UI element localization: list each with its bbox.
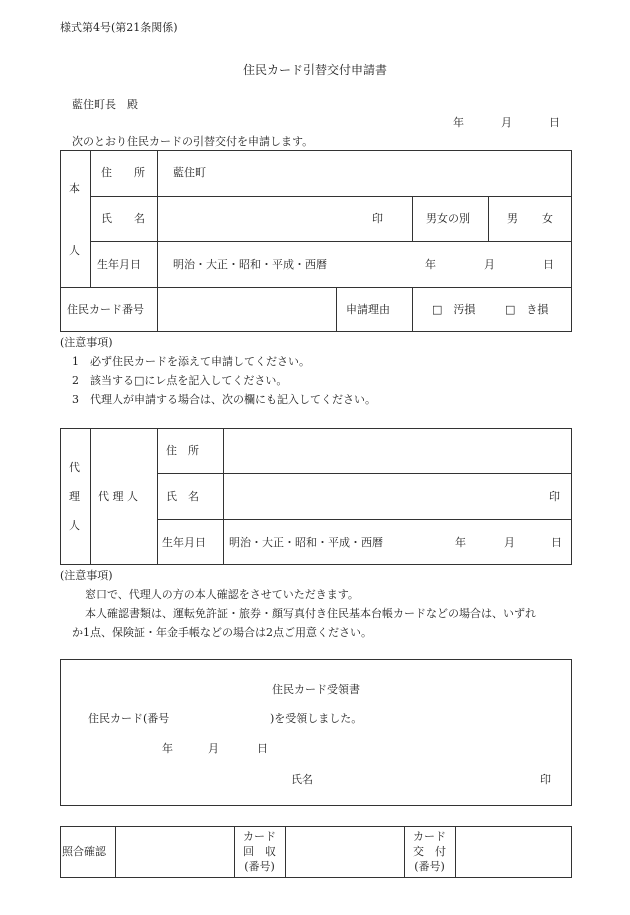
addressee: 藍住町長 殿	[72, 98, 138, 111]
issued-label	[404, 829, 455, 874]
gender-female[interactable]: 女	[542, 212, 553, 225]
header-year: 年	[453, 116, 464, 129]
agent-address-label: 住 所	[166, 444, 199, 457]
office-table	[60, 826, 572, 878]
check-label: 照合確認	[62, 845, 106, 858]
gender-male[interactable]: 男	[507, 212, 518, 225]
agent-birth-day: 日	[551, 536, 562, 549]
agent-label-1: 代	[69, 461, 80, 474]
notes2-line-3: か1点、保険証・年金手帳などの場合は2点ご用意ください。	[72, 626, 372, 639]
address-label: 住 所	[101, 166, 145, 179]
notes1-item-1: 1 必ず住民カードを添えて申請してください。	[72, 355, 310, 368]
agent-birth-year: 年	[455, 536, 466, 549]
issued-label-line-3: (番号)	[414, 860, 445, 873]
agent-birth-month: 月	[504, 536, 515, 549]
receipt-month: 月	[208, 742, 219, 755]
agent-seal: 印	[549, 490, 560, 503]
birth-day: 日	[543, 258, 554, 271]
header-day: 日	[549, 116, 560, 129]
receipt-text-right: )を受領しました。	[270, 712, 363, 725]
page-title-text: 住民カード引替交付申請書	[242, 63, 387, 77]
intro-text: 次のとおり住民カードの引替交付を申請します。	[72, 135, 314, 148]
collected-label-line-1: カード	[243, 830, 276, 843]
applicant-label-1: 本	[69, 182, 80, 195]
birth-month: 月	[484, 258, 495, 271]
birth-label: 生年月日	[97, 258, 141, 271]
notes2-line-1: 窓口で、代理人の方の本人確認をさせていただきます。	[85, 588, 359, 601]
agent-name-label: 氏 名	[166, 490, 199, 503]
card-number-label: 住民カード番号	[67, 303, 144, 316]
receipt-text-left: 住民カード(番号	[88, 712, 170, 725]
applicant-label-2: 人	[69, 244, 80, 257]
birth-eras: 明治・大正・昭和・平成・西暦	[173, 258, 327, 271]
collected-label-line-2: 回 収	[243, 845, 276, 858]
notes1-item-3: 3 代理人が申請する場合は、次の欄にも記入してください。	[72, 393, 376, 406]
agent-label-2: 理	[69, 490, 80, 503]
reason-label: 申請理由	[346, 303, 390, 316]
receipt-title-text: 住民カード受領書	[272, 683, 360, 696]
name-label: 氏 名	[101, 212, 145, 225]
agent-label-3: 人	[69, 519, 80, 532]
notes1-heading: (注意事項)	[60, 336, 113, 349]
receipt-day: 日	[257, 742, 268, 755]
agent-birth-eras: 明治・大正・昭和・平成・西暦	[229, 536, 383, 549]
agent-sub-label: 代 理 人	[98, 490, 138, 503]
collected-label	[234, 829, 285, 874]
page-title	[0, 64, 630, 76]
receipt-box	[60, 659, 572, 806]
name-seal: 印	[372, 212, 383, 225]
form-number: 様式第4号(第21条関係)	[60, 21, 178, 34]
receipt-title	[60, 684, 572, 695]
reason-damaged-checkbox[interactable]: □ き損	[505, 303, 549, 316]
issued-label-line-2: 交 付	[413, 845, 446, 858]
notes2-line-2: 本人確認書類は、運転免許証・旅券・顔写真付き住民基本台帳カードなどの場合は、いずれ	[85, 607, 536, 620]
issued-label-line-1: カード	[413, 830, 446, 843]
birth-year: 年	[425, 258, 436, 271]
collected-label-line-3: (番号)	[244, 860, 275, 873]
gender-label: 男女の別	[426, 212, 470, 225]
header-month: 月	[501, 116, 512, 129]
receipt-name-label: 氏名	[291, 773, 313, 786]
receipt-seal: 印	[540, 773, 551, 786]
notes2-heading: (注意事項)	[60, 569, 113, 582]
address-value: 藍住町	[173, 166, 206, 179]
receipt-year: 年	[162, 742, 173, 755]
agent-birth-label: 生年月日	[162, 536, 206, 549]
notes1-item-2: 2 該当する□にレ点を記入してください。	[72, 374, 288, 387]
reason-soiled-checkbox[interactable]: □ 汚損	[432, 303, 476, 316]
